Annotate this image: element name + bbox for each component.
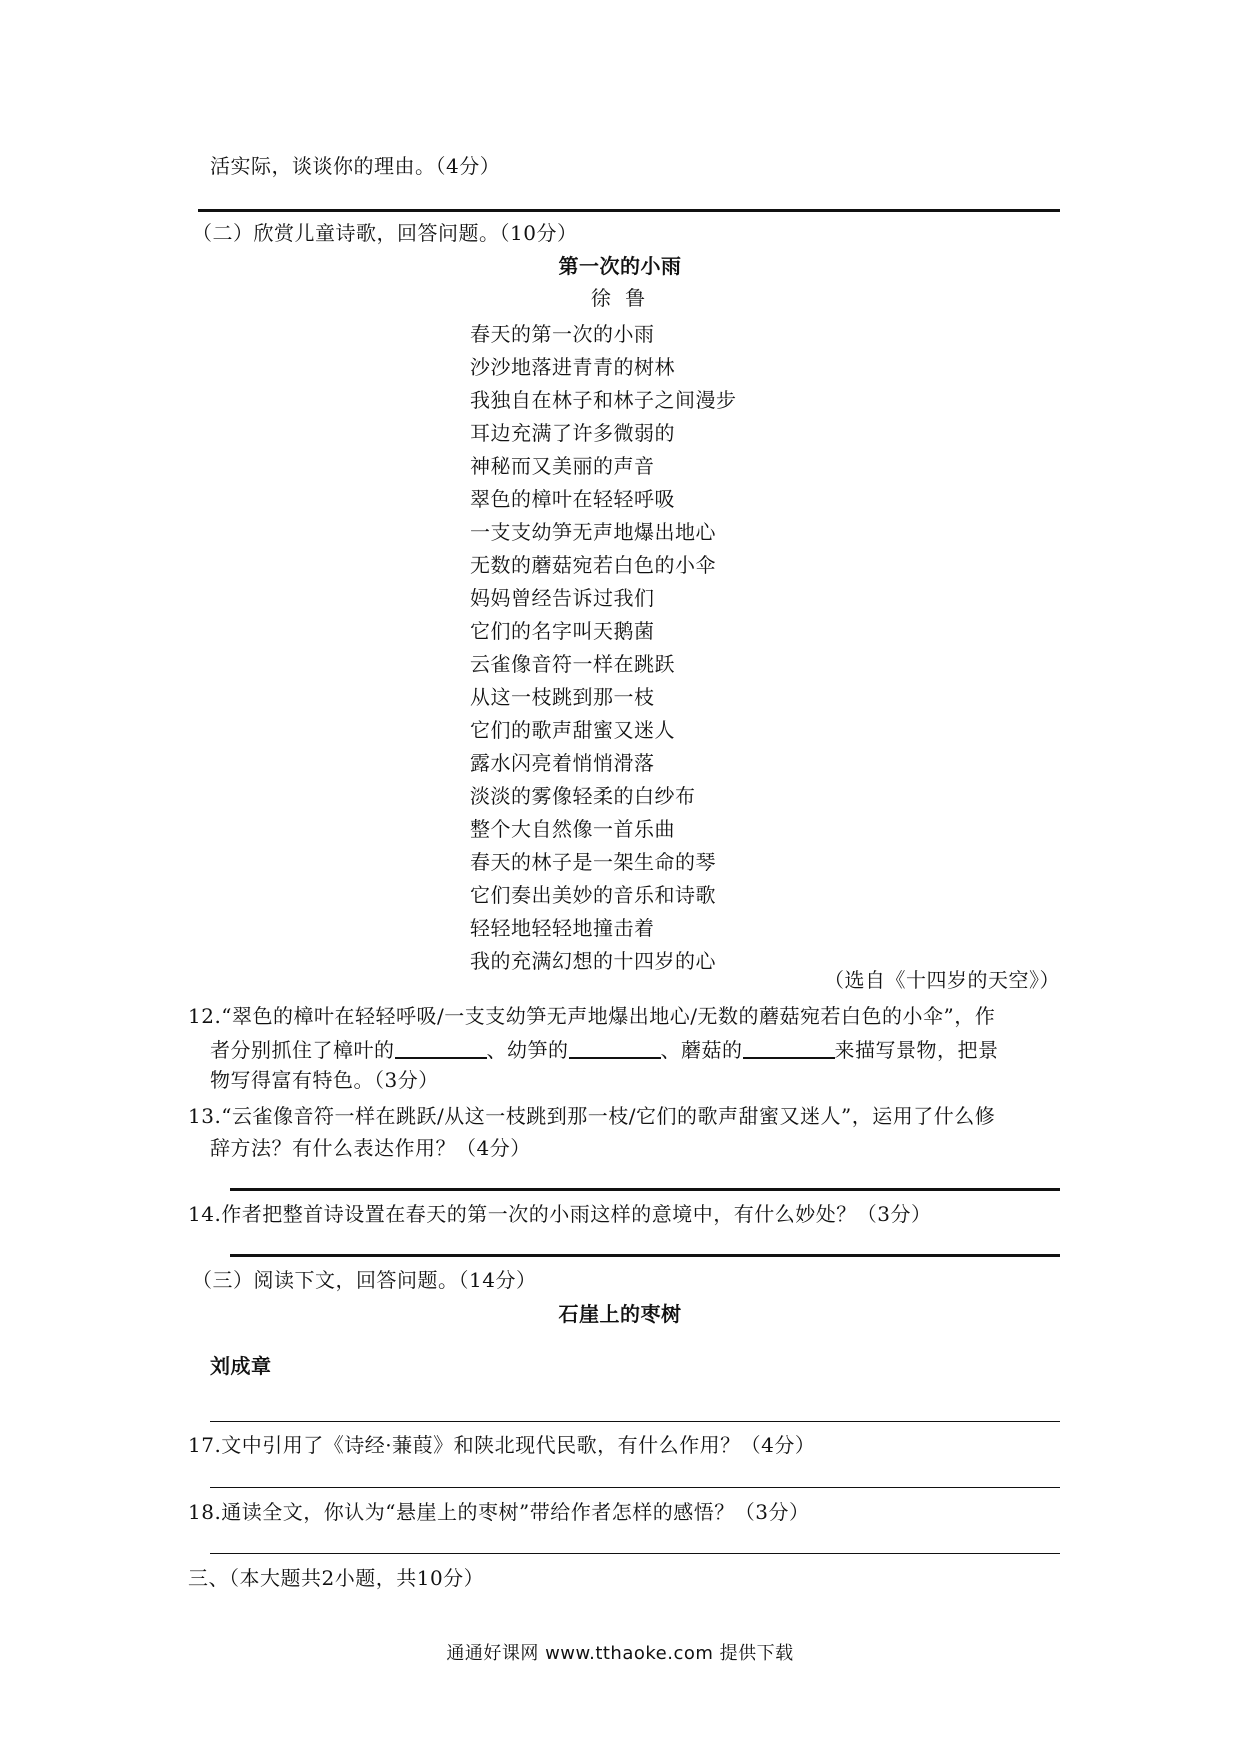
question-12-line2 bbox=[210, 1038, 999, 1062]
question-continuation: 活实际，谈谈你的理由。（4分） bbox=[210, 154, 501, 178]
poem-line: 我的充满幻想的十四岁的心 bbox=[470, 949, 716, 973]
poem-line: 沙沙地落进青青的树林 bbox=[470, 355, 675, 379]
article-author: 刘成章 bbox=[210, 1354, 272, 1378]
poem-line: 春天的林子是一架生命的琴 bbox=[470, 850, 716, 874]
question-13-line1: 13.“云雀像音符一样在跳跃/从这一枝跳到那一枝/它们的歌声甜蜜又迷人”，运用了什么修 bbox=[188, 1104, 996, 1128]
q12-text-d: 来描写景物，把景 bbox=[834, 1038, 999, 1062]
poem-line: 一支支幼笋无声地爆出地心 bbox=[470, 520, 716, 544]
poem-line: 它们奏出美妙的音乐和诗歌 bbox=[470, 883, 716, 907]
question-18: 18.通读全文，你认为“悬崖上的枣树”带给作者怎样的感悟？（3分） bbox=[188, 1500, 810, 1524]
section-heading-2: （二）欣赏儿童诗歌，回答问题。（10分） bbox=[192, 221, 578, 245]
poem-line: 无数的蘑菇宛若白色的小伞 bbox=[470, 553, 716, 577]
poem-line: 它们的名字叫天鹅菌 bbox=[470, 619, 655, 643]
answer-line[interactable] bbox=[210, 1553, 1060, 1554]
q12-text-b: 、幼笋的 bbox=[486, 1038, 569, 1062]
poem-body bbox=[470, 318, 737, 978]
poem-line: 翠色的樟叶在轻轻呼吸 bbox=[470, 487, 675, 511]
poem-line: 云雀像音符一样在跳跃 bbox=[470, 652, 675, 676]
answer-line[interactable] bbox=[210, 1487, 1060, 1488]
q12-blank-3[interactable] bbox=[743, 1039, 835, 1059]
poem-line: 整个大自然像一首乐曲 bbox=[470, 817, 675, 841]
poem-line: 妈妈曾经告诉过我们 bbox=[470, 586, 655, 610]
poem-line: 耳边充满了许多微弱的 bbox=[470, 421, 675, 445]
poem-line: 春天的第一次的小雨 bbox=[470, 322, 655, 346]
poem-title: 第一次的小雨 bbox=[558, 254, 682, 278]
article-title: 石崖上的枣树 bbox=[558, 1302, 682, 1326]
footer-credit: 通通好课网 www.tthaoke.com 提供下载 bbox=[446, 1643, 794, 1664]
q12-text-a: 者分别抓住了樟叶的 bbox=[210, 1038, 395, 1062]
answer-line[interactable] bbox=[230, 1254, 1060, 1257]
question-17: 17.文中引用了《诗经·蒹葭》和陕北现代民歌，有什么作用？（4分） bbox=[188, 1433, 816, 1457]
part-3-heading: 三、（本大题共2小题，共10分） bbox=[188, 1566, 485, 1590]
poem-line: 神秘而又美丽的声音 bbox=[470, 454, 655, 478]
poem-line: 它们的歌声甜蜜又迷人 bbox=[470, 718, 675, 742]
question-13-line2: 辞方法？有什么表达作用？（4分） bbox=[210, 1136, 531, 1160]
answer-line[interactable] bbox=[210, 1421, 1060, 1422]
q12-text-c: 、蘑菇的 bbox=[660, 1038, 743, 1062]
poem-line: 淡淡的雾像轻柔的白纱布 bbox=[470, 784, 696, 808]
poem-line: 露水闪亮着悄悄滑落 bbox=[470, 751, 655, 775]
poem-line: 我独自在林子和林子之间漫步 bbox=[470, 388, 737, 412]
poem-author: 徐 鲁 bbox=[590, 286, 650, 310]
poem-source: （选自《十四岁的天空》） bbox=[824, 968, 1060, 992]
answer-line[interactable] bbox=[230, 1188, 1060, 1191]
question-12-line1: 12.“翠色的樟叶在轻轻呼吸/一支支幼笋无声地爆出地心/无数的蘑菇宛若白色的小伞”，作 bbox=[188, 1004, 996, 1028]
question-12-line3: 物写得富有特色。（3分） bbox=[210, 1068, 439, 1092]
question-14: 14.作者把整首诗设置在春天的第一次的小雨这样的意境中，有什么妙处？（3分） bbox=[188, 1202, 932, 1226]
answer-line[interactable] bbox=[198, 209, 1060, 212]
section-heading-3: （三）阅读下文，回答问题。（14分） bbox=[192, 1268, 537, 1292]
q12-blank-2[interactable] bbox=[569, 1039, 661, 1059]
poem-line: 轻轻地轻轻地撞击着 bbox=[470, 916, 655, 940]
poem-line: 从这一枝跳到那一枝 bbox=[470, 685, 655, 709]
q12-blank-1[interactable] bbox=[395, 1039, 487, 1059]
